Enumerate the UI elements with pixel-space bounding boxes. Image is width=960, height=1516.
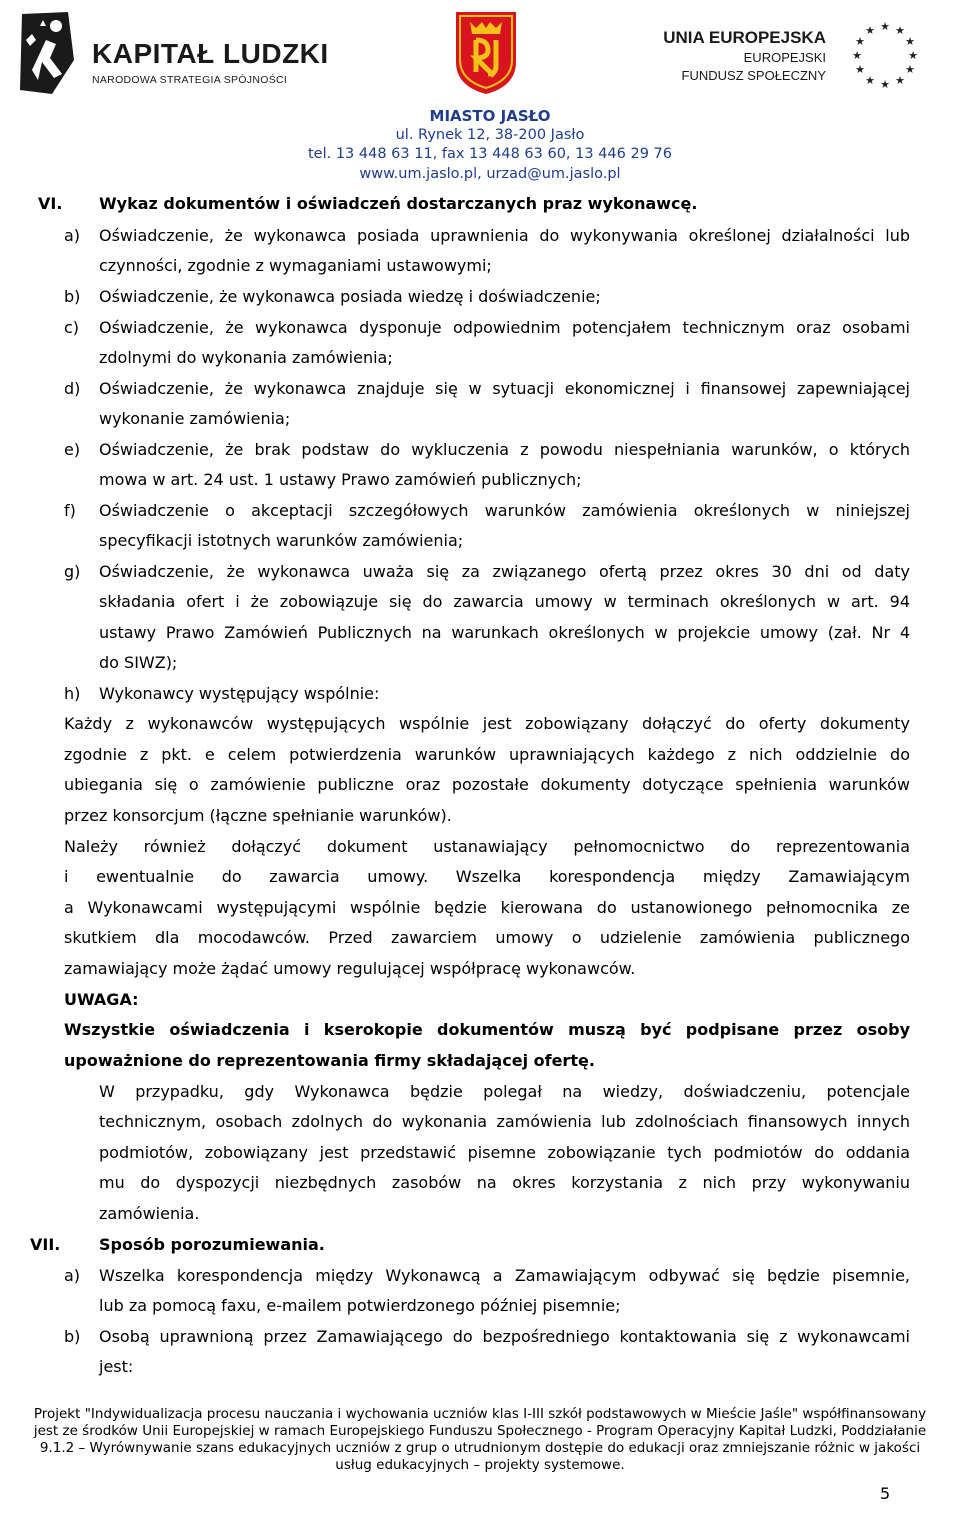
svg-text:★: ★ — [852, 49, 862, 62]
warning-text: upoważnione do reprezentowania firmy składającej ofertę. — [64, 1051, 595, 1070]
paragraph-line: Należy również dołączyć dokument ustanawiający pełnomocnictwo do reprezentowania — [64, 837, 910, 856]
paragraph-line: W przypadku, gdy Wykonawca będzie polegał na wiedzy, doświadczeniu, potencjale — [99, 1082, 910, 1101]
list-item-line: wykonanie zamówienia; — [99, 409, 291, 428]
paragraph-line: przez konsorcjum (łączne spełnianie warunków). — [64, 806, 452, 825]
list-marker: a) — [64, 1266, 81, 1285]
paragraph-line: zgodnie z pkt. e celem potwierdzenia warunków uprawniających każdego z nich oddzielnie do — [64, 745, 910, 764]
svg-text:★: ★ — [865, 24, 875, 37]
list-marker: e) — [64, 440, 81, 459]
footer-line: jest ze środków Unii Europejskiej w ramach Europejskiego Funduszu Społecznego - Program Operacyjny Kapitał Ludzki, Poddziałanie — [33, 1423, 927, 1439]
paragraph-line: Każdy z wykonawców występujących wspólnie jest zobowiązany dołączyć do oferty dokumenty — [64, 714, 910, 733]
list-item-line: Oświadczenie, że wykonawca uważa się za związanego ofertą przez okres 30 dni od daty — [99, 562, 910, 581]
kapital-ludzki-logo — [12, 10, 329, 100]
eu-logo — [663, 20, 952, 100]
list-marker: b) — [64, 1327, 81, 1346]
list-item-line: czynności, zgodnie z wymaganiami ustawowymi; — [99, 256, 492, 275]
section-title: Wykaz dokumentów i oświadczeń dostarczanych praz wykonawcę. — [99, 194, 698, 213]
list-item-line: specyfikacji istotnych warunków zamówienia; — [99, 531, 464, 550]
paragraph-line: technicznym, osobach zdolnych do wykonania zamówienia lub zdolnościach finansowych innych — [99, 1112, 910, 1131]
city-name: MIASTO JASŁO — [429, 107, 551, 125]
paragraph-line: zamówienia. — [99, 1204, 200, 1223]
paragraph-line: a Wykonawcami występującymi wspólnie będzie kierowana do ustanowionego pełnomocnika ze — [64, 898, 910, 917]
warning-text: Wszystkie oświadczenia i kserokopie dokumentów muszą być podpisane przez osoby — [64, 1020, 910, 1039]
list-item-line: zdolnymi do wykonania zamówienia; — [99, 348, 393, 367]
list-marker: a) — [64, 226, 81, 245]
paragraph-line: ubiegania się o zamówienie publiczne oraz pozostałe dokumenty dotyczące spełnienia warunków — [64, 775, 910, 794]
eu-logo-line3: FUNDUSZ SPOŁECZNY — [681, 68, 826, 83]
page-number: 5 — [880, 1484, 891, 1503]
svg-text:★: ★ — [895, 24, 905, 37]
list-item-line: Wszelka korespondencja między Wykonawcą a Zamawiającym odbywać się będzie pisemnie, — [99, 1266, 910, 1285]
paragraph-line: mu do dyspozycji niezbędnych zasobów na okres korzystania z nich przy wykonywaniu — [99, 1173, 910, 1192]
list-marker: g) — [64, 562, 81, 581]
list-item-line: Oświadczenie, że wykonawca posiada wiedzę i doświadczenie; — [99, 287, 601, 306]
list-item-line: Oświadczenie, że wykonawca znajduje się w sytuacji ekonomicznej i finansowej zapewniającej — [99, 379, 910, 398]
list-item-line: jest: — [99, 1357, 134, 1376]
list-item-line: Wykonawcy występujący wspólnie: — [99, 684, 380, 703]
list-marker: b) — [64, 287, 81, 306]
list-item-line: do SIWZ); — [99, 653, 178, 672]
list-item-line: Oświadczenie, że wykonawca posiada uprawnienia do wykonywania określonej działalności lub — [99, 226, 910, 245]
svg-text:★: ★ — [855, 35, 865, 48]
svg-text:★: ★ — [905, 63, 915, 76]
footer-line: 9.1.2 – Wyrównywanie szans edukacyjnych uczniów z grup o utrudnionym dostępie do edukacji oraz zmniejszanie różnic w jakości — [39, 1440, 921, 1456]
section-number: VII. — [30, 1235, 61, 1254]
list-item-line: ustawy Prawo Zamówień Publicznych na warunkach określonych w projekcie umowy (zał. Nr 4 — [99, 623, 910, 642]
list-marker: h) — [64, 684, 81, 703]
svg-text:★: ★ — [905, 35, 915, 48]
paragraph-line: i ewentualnie do zawarcia umowy. Wszelka korespondencja między Zamawiającym — [64, 867, 910, 886]
paragraph-line: skutkiem dla mocodawców. Przed zawarciem umowy o udzielenie zamówienia publicznego — [64, 928, 910, 947]
list-item-line: mowa w art. 24 ust. 1 ustawy Prawo zamówień publicznych; — [99, 470, 582, 489]
svg-text:★: ★ — [880, 20, 890, 33]
kapital-ludzki-emblem-icon — [12, 10, 78, 98]
footer-line: usług edukacyjnych – projekty systemowe. — [335, 1457, 625, 1473]
city-web: www.um.jaslo.pl, urzad@um.jaslo.pl — [359, 166, 621, 182]
svg-text:★: ★ — [908, 49, 918, 62]
eu-logo-line1: UNIA EUROPEJSKA — [663, 28, 826, 47]
list-item-line: lub za pomocą faxu, e-mailem potwierdzonego później pisemnie; — [99, 1296, 621, 1315]
city-phone: tel. 13 448 63 11, fax 13 448 63 60, 13 446 29 76 — [307, 146, 673, 162]
footer-line: Projekt "Indywidualizacja procesu nauczania i wychowania uczniów klas I-III szkół podstawowych w Mieście Jaśle" współfinansowany — [33, 1406, 927, 1422]
paragraph-line: zamawiający może żądać umowy regulującej współpracę wykonawców. — [64, 959, 636, 978]
list-item-line: Oświadczenie o akceptacji szczegółowych warunków zamówienia określonych w niniejszej — [99, 501, 910, 520]
list-item-line: Osobą uprawnioną przez Zamawiającego do bezpośredniego kontaktowania się z wykonawcami — [99, 1327, 910, 1346]
city-address: ul. Rynek 12, 38-200 Jasło — [395, 127, 585, 143]
paragraph-line: podmiotów, zobowiązany jest przedstawić pisemne zobowiązanie tych podmiotów do oddania — [99, 1143, 910, 1162]
list-item-line: Oświadczenie, że brak podstaw do wykluczenia z powodu niespełniania warunków, o których — [99, 440, 910, 459]
svg-text:★: ★ — [880, 78, 890, 90]
eu-flag-icon — [840, 20, 930, 90]
kapital-ludzki-title: KAPITAŁ LUDZKI — [92, 38, 329, 69]
eu-logo-line2: EUROPEJSKI — [743, 50, 826, 65]
list-marker: d) — [64, 379, 81, 398]
list-marker: f) — [64, 501, 76, 520]
svg-text:★: ★ — [855, 63, 865, 76]
warning-title: UWAGA: — [64, 990, 139, 1009]
kapital-ludzki-subtitle: NARODOWA STRATEGIA SPÓJNOŚCI — [92, 74, 288, 86]
list-item-line: składania ofert i że zobowiązuje się do zawarcia umowy w terminach określonych w art. 94 — [99, 592, 910, 611]
section-title: Sposób porozumiewania. — [99, 1235, 325, 1254]
svg-text:★: ★ — [865, 74, 875, 87]
svg-text:★: ★ — [895, 74, 905, 87]
list-item-line: Oświadczenie, że wykonawca dysponuje odpowiednim potencjałem technicznym oraz osobami — [99, 318, 910, 337]
list-marker: c) — [64, 318, 80, 337]
jaslo-crest-icon — [454, 10, 518, 96]
section-number: VI. — [38, 194, 63, 213]
